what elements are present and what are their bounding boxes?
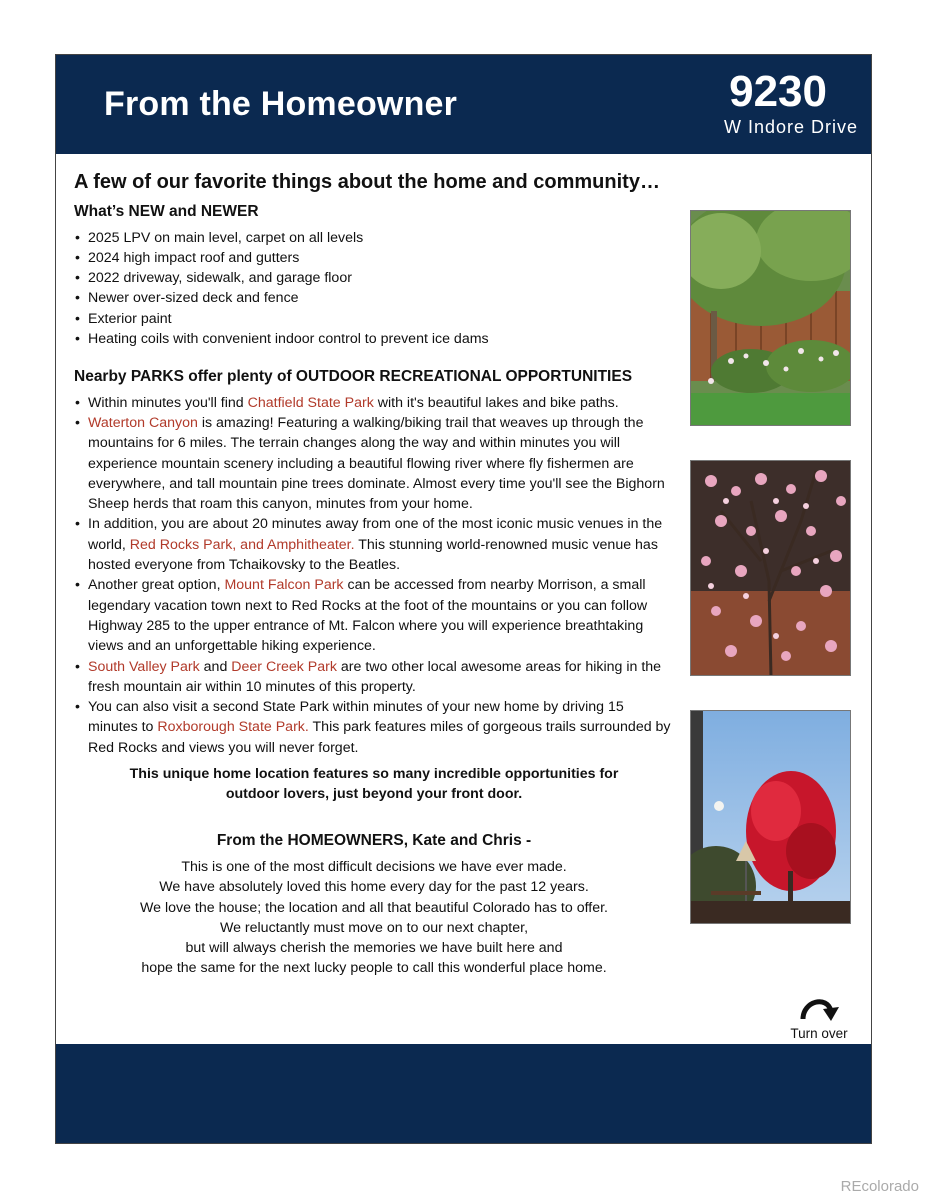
- item-text: and: [199, 658, 232, 675]
- new-items-list: [74, 228, 674, 350]
- list-item: • Newer over-sized deck and fence: [74, 288, 674, 308]
- mount-falcon-link[interactable]: Mount Falcon Park: [224, 577, 344, 594]
- message-line: We have absolutely loved this home every day for the past 12 years.: [159, 879, 589, 896]
- highlight-line: outdoor lovers, just beyond your front door.: [225, 786, 523, 803]
- list-item: • Exterior paint: [74, 309, 674, 329]
- parks-list: [74, 393, 674, 758]
- south-valley-link[interactable]: South Valley Park: [88, 658, 200, 675]
- list-item: • 2025 LPV on main level, carpet on all levels: [74, 228, 674, 248]
- watermark: REcolorado: [840, 1178, 919, 1195]
- item-text: is amazing! Featuring a walking/biking trail that weaves up through the mountains for 6 miles. The terrain changes along the way and within minutes you will experience mountain scenery including a beautiful flowing river where fly fishermen are everywhere, and tall mountain pine trees dominate. Almost every time you'll see the Bighorn Sheep herds that roam this canyon, minutes from your home.: [88, 414, 665, 513]
- garden-photo-art: [691, 211, 851, 426]
- list-item: [74, 575, 674, 656]
- blossom-photo: [690, 460, 851, 676]
- item-text: Within minutes you'll find: [88, 394, 248, 411]
- headline: A few of our favorite things about the home and community…: [74, 171, 660, 193]
- message-line: We love the house; the location and all that beautiful Colorado has to offer.: [140, 899, 608, 916]
- item-text: are two other local awesome areas for hiking in the fresh mountain air within 10 minutes of this property.: [88, 658, 662, 695]
- turn-over[interactable]: [784, 993, 854, 1041]
- item-text: can be accessed from nearby Morrison, a small legendary vacation town next to Red Rocks at the foot of the mountains or you can follow Highway 285 to the upper entrance of Mt. Falcon where you will experience breathtaking views and an unforgettable hiking experience.: [88, 577, 648, 655]
- garden-photo: [690, 210, 851, 426]
- red-tree-photo: [690, 710, 851, 924]
- homeowners-title: From the HOMEOWNERS, Kate and Chris -: [216, 831, 532, 849]
- message-line: This is one of the most difficult decisions we have ever made.: [181, 858, 567, 875]
- page-title: From the Homeowner: [104, 85, 458, 123]
- message-line: hope the same for the next lucky people to call this wonderful place home.: [141, 960, 607, 977]
- list-item: [74, 393, 674, 413]
- blossom-photo-art: [691, 461, 851, 676]
- list-item: [74, 657, 674, 698]
- item-text: This stunning world-renowned music venue has hosted everyone from Tchaikovsky to the Beatles.: [88, 536, 658, 574]
- item-text: This park features miles of gorgeous trails surrounded by Red Rocks and views you will never forget.: [88, 719, 671, 756]
- parks-section-title: Nearby PARKS offer plenty of OUTDOOR RECREATIONAL OPPORTUNITIES: [74, 368, 633, 386]
- highlight-line: This unique home location features so many incredible opportunities for: [129, 766, 619, 783]
- homeowners-message: [74, 857, 674, 979]
- list-item: [74, 514, 674, 575]
- list-item: [74, 697, 674, 758]
- header-banner: [56, 55, 871, 154]
- curved-arrow-icon: [797, 993, 841, 1023]
- address-street: W Indore Drive: [723, 117, 858, 137]
- list-item: • 2022 driveway, sidewalk, and garage floor: [74, 268, 674, 288]
- turn-over-label: Turn over: [790, 1026, 848, 1041]
- message-line: but will always cherish the memories we have built here and: [185, 940, 563, 957]
- item-text: with it's beautiful lakes and bike paths.: [373, 394, 619, 411]
- roxborough-link[interactable]: Roxborough State Park.: [157, 719, 309, 736]
- waterton-link[interactable]: Waterton Canyon: [88, 414, 198, 431]
- red-tree-photo-art: [691, 711, 851, 924]
- list-item: • 2024 high impact roof and gutters: [74, 248, 674, 268]
- address-number: 9230: [729, 67, 827, 116]
- message-line: We reluctantly must move on to our next chapter,: [219, 919, 529, 936]
- item-text: Another great option,: [88, 577, 225, 594]
- item-text: You can also visit a second State Park within minutes of your new home by driving 15 minutes to: [88, 699, 624, 736]
- footer-banner: [56, 1044, 871, 1143]
- red-rocks-link[interactable]: Red Rocks Park, and Amphitheater.: [129, 536, 355, 553]
- flyer-sheet: [55, 54, 872, 1144]
- new-section-title: What’s NEW and NEWER: [74, 203, 259, 221]
- item-text: In addition, you are about 20 minutes away from one of the most iconic music venues in the world,: [88, 516, 663, 553]
- list-item: [74, 413, 674, 514]
- highlight-block: [74, 764, 674, 805]
- chatfield-link[interactable]: Chatfield State Park: [247, 394, 374, 411]
- main-content: [74, 172, 674, 979]
- deer-creek-link[interactable]: Deer Creek Park: [231, 658, 337, 675]
- list-item: • Heating coils with convenient indoor control to prevent ice dams: [74, 329, 674, 349]
